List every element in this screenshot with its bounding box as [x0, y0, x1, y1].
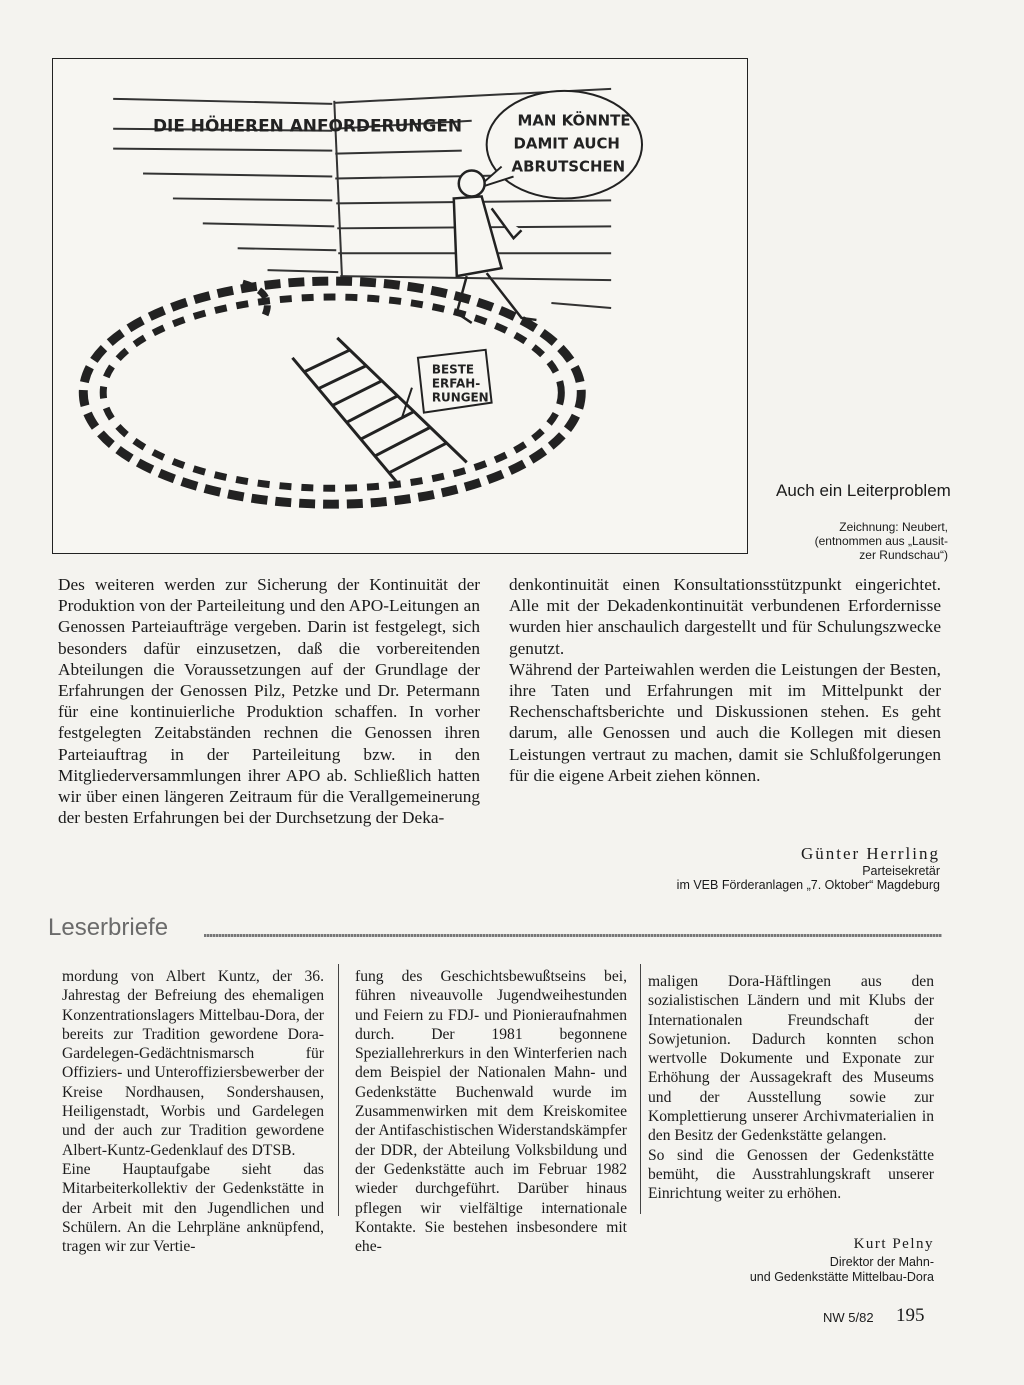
caption-credit-line: (entnommen aus „Lausit-	[814, 534, 948, 548]
letters-author: Kurt Pelny	[853, 1236, 934, 1252]
letters-paragraph: Eine Hauptaufgabe sieht das Mitarbeiterkollektiv der Gedenkstätte in der Arbeit mit den Jugendlichen und Schülern. An die Lehrpläne anknüpfend, tragen wir zur Vertie-	[62, 1160, 324, 1256]
caption-credit-line: zer Rundschau“)	[859, 548, 948, 562]
article-paragraph: Des weiteren werden zur Sicherung der Kontinuität der Produktion von der Parteileitung und den APO-Leitungen an Genossen Parteiaufträge vergeben. Darin ist festgelegt, sich besonders dafür einzusetzen, daß die vorbereitenden Abteilungen die Voraussetzungen auf der Grundlage der Erfahrungen der Genossen Pilz, Petzke und Dr. Petermann für eine kontinuierliche Produktion schaffen. In vorher festgelegten Zeitabständen rechnen die Genossen ihren Parteiauftrag in der Parteileitung bzw. in den Mitgliederversammlungen ihrer APO ab. Schließlich hatten wir über einen längeren Zeitraum für die Verallgemeinerung der besten Erfahrungen bei der Durchsetzung der Deka-	[58, 575, 480, 828]
cartoon-caption-title: Auch ein Leiterproblem	[776, 481, 951, 500]
cartoon-illustration	[52, 58, 748, 554]
author-role-line: und Gedenkstätte Mittelbau-Dora	[749, 1269, 934, 1284]
speech-bubble-line-2: DAMIT AUCH	[513, 134, 620, 153]
sign-line-1: BESTE	[431, 362, 475, 377]
banner-text: DIE HÖHEREN ANFORDERUNGEN	[153, 115, 463, 136]
letters-paragraph: mordung von Albert Kuntz, der 36. Jahrestag der Befreiung des ehemaligen Konzentrationslagers Mittelbau-Dora, der bereits zur Tradition gewordene Dora-Gardelegen-Gedächtnismarsch für Offiziers- und Unteroffiziersbewerber der Kreise Nordhausen, Sondershausen, Heiligenstadt, Worbis und Gardelegen und der auch zur Tradition gewordene Albert-Kuntz-Gedenklauf des DTSB.	[62, 968, 324, 1159]
speech-bubble-line-3: ABRUTSCHEN	[511, 157, 626, 176]
stone-path-outer	[83, 281, 581, 504]
letters-column-3	[648, 972, 934, 1204]
article-paragraph: denkontinuität einen Konsultationsstützpunkt eingerichtet. Alle mit der Dekadenkontinuität verbundenen Erfordernisse wurden hier anschaulich dargestellt und für Schulungszwecke genutzt.	[509, 575, 941, 658]
article-author: Günter Herrling	[800, 844, 940, 863]
caption-credit-line: Zeichnung: Neubert,	[839, 520, 948, 534]
letters-column-2	[355, 967, 627, 1256]
article-column-2	[509, 574, 941, 786]
article-column-1	[58, 574, 480, 828]
letters-paragraph: So sind die Genossen der Gedenkstätte bemüht, die Ausstrahlungskraft unserer Einrichtung weiter zu erhöhen.	[648, 1146, 934, 1203]
author-role-line: im VEB Förderanlagen „7. Oktober“ Magdeburg	[676, 878, 940, 892]
cartoon-caption-credit	[736, 520, 948, 562]
letters-author-role	[650, 1255, 934, 1284]
author-role-line: Parteisekretär	[862, 864, 940, 878]
letters-paragraph: maligen Dora-Häftlingen aus den sozialistischen Ländern und mit Klubs der Internationalen Freundschaft der Sowjetunion. Dadurch konnten schon wertvolle Dokumente und Exponate zur Erhöhung der Aussagekraft des Museums und der Ausstellung sowie zur Komplettierung unserer Archivmaterialien in den Besitz der Gedenkstätte gelangen.	[648, 973, 934, 1145]
speech-bubble-line-1: MAN KÖNNTE	[517, 111, 631, 130]
sign-line-3: RUNGEN	[431, 390, 489, 405]
letters-paragraph: fung des Geschichtsbewußtseins bei, führen niveauvolle Jugendweihestunden und Feiern zu FDJ- und Pionieraufnahmen durch. Der 1981 begonnene Speziallehrerkurs in den Winterferien nach dem Beispiel der Nationalen Mahn- und Gedenkstätte Buchenwald wurde im Zusammenwirken mit dem Kreiskomitee der Antifaschistischen Widerstandskämpfer der DDR, der Abteilung Volksbildung und der Gedenkstätte auch im Februar 1982 wieder durchgeführt. Darüber hinaus pflegen wir vielfältige internationale Kontakte. Sie bestehen insbesondere mit ehe-	[355, 968, 627, 1256]
issue-label: NW 5/82	[823, 1310, 874, 1325]
page-number: 195	[896, 1305, 925, 1326]
section-rule	[204, 934, 942, 937]
stone-path-inner	[103, 297, 561, 488]
column-divider	[338, 964, 339, 1216]
article-paragraph: Während der Parteiwahlen werden die Leistungen der Besten, ihre Taten und Erfahrungen mit im Mittelpunkt der Rechenschaftsberichte und Diskussionen stehen. Es geht darum, alle Genossen und auch die Kollegen mit diesen Leistungen vertraut zu machen, damit sie Schlußfolgerungen für die eigene Arbeit ziehen können.	[509, 659, 941, 785]
section-title: Leserbriefe	[48, 914, 169, 941]
column-divider	[640, 964, 641, 1214]
sign	[402, 350, 492, 418]
sign-line-2: ERFAH-	[431, 376, 481, 391]
author-role-line: Direktor der Mahn-	[829, 1255, 934, 1269]
article-author-role	[560, 864, 940, 892]
letters-column-1	[62, 967, 324, 1256]
cartoon-drawing	[53, 59, 747, 553]
